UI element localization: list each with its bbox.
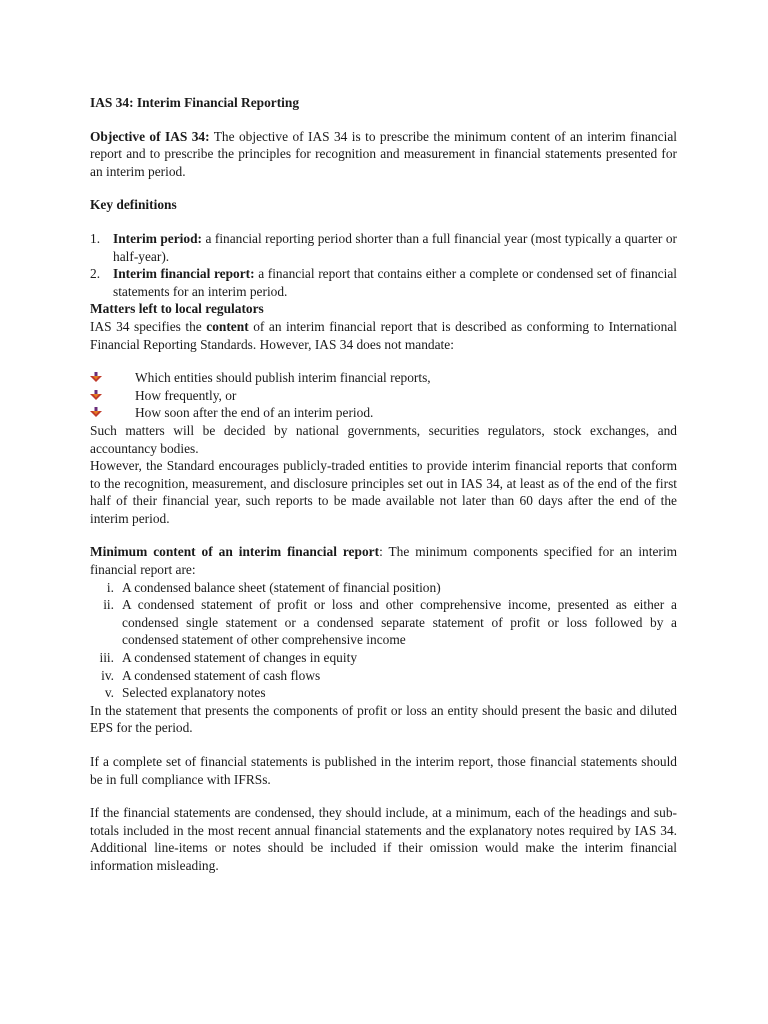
list-number: i. bbox=[106, 579, 114, 595]
list-item-text: Selected explanatory notes bbox=[122, 685, 266, 701]
list-item bbox=[90, 579, 677, 597]
list-number: iv. bbox=[101, 667, 114, 683]
mandate-bullets bbox=[90, 369, 677, 422]
definition-text: a financial reporting period shorter than a full financial year (most typically a quarter or half-year). bbox=[113, 230, 677, 264]
eps-paragraph: In the statement that presents the components of profit or loss an entity should present the basic and diluted EPS for the period. bbox=[90, 702, 677, 736]
list-item bbox=[90, 387, 677, 405]
list-item bbox=[90, 596, 677, 649]
document-page bbox=[90, 94, 677, 875]
minimum-content-intro: Minimum content of an interim financial report: The minimum components specified for an interim financial report are: bbox=[90, 544, 677, 578]
condensed-paragraph: If the financial statements are condensed, they should include, at a minimum, each of the headings and sub-totals included in the most recent annual financial statements and the explanatory notes required by IAS 34. Additional line-items or notes should be included if their omission would make the interim financial information misleading. bbox=[90, 805, 677, 873]
list-item bbox=[90, 404, 677, 422]
list-item-text: A condensed statement of profit or loss and other comprehensive income, presented as either a condensed single statement or a condensed separate statement of profit or loss followed by a condensed statement of other comprehensive income bbox=[122, 597, 677, 648]
list-number: 2. bbox=[90, 266, 101, 282]
list-number: 1. bbox=[90, 230, 101, 246]
list-item bbox=[90, 684, 677, 702]
bullet-text: How frequently, or bbox=[135, 387, 237, 403]
list-item bbox=[90, 649, 677, 667]
regulators-paragraph: Such matters will be decided by national governments, securities regulators, stock exchanges, and accountancy bodies. bbox=[90, 422, 677, 456]
definition-term: Interim period: bbox=[113, 230, 202, 246]
local-regulators-heading: Matters left to local regulators bbox=[90, 301, 264, 317]
list-number: ii. bbox=[103, 597, 114, 613]
minimum-content-label: Minimum content of an interim financial report bbox=[90, 544, 380, 560]
document-title: IAS 34: Interim Financial Reporting bbox=[90, 95, 300, 110]
list-item-text: A condensed statement of cash flows bbox=[122, 667, 321, 683]
key-definitions-heading: Key definitions bbox=[90, 197, 177, 213]
list-number: iii. bbox=[99, 650, 114, 666]
list-item bbox=[90, 369, 677, 387]
objective-label: Objective of IAS 34: bbox=[90, 128, 210, 144]
arrow-bullet-icon bbox=[90, 369, 135, 387]
list-item-text: A condensed statement of changes in equity bbox=[122, 650, 358, 666]
definition-term: Interim financial report: bbox=[113, 266, 255, 282]
objective-paragraph bbox=[90, 128, 677, 181]
list-item bbox=[90, 230, 677, 265]
objective-text: The objective of IAS 34 is to prescribe the minimum content of an interim financial report and to prescribe the principles for recognition and measurement in financial statements presented for an interim period. bbox=[90, 128, 677, 179]
list-item bbox=[90, 667, 677, 685]
definition-text: a financial report that contains either a complete or condensed set of financial statements for an interim period. bbox=[113, 266, 677, 299]
encourages-paragraph: However, the Standard encourages publicly-traded entities to provide interim financial reports that conform to the recognition, measurement, and disclosure principles set out in IAS 34, at least as of the end of the first half of their financial year, such reports to be made available not later than 60 days after the end of the interim period. bbox=[90, 458, 677, 526]
bullet-text: Which entities should publish interim financial reports, bbox=[135, 370, 431, 386]
arrow-bullet-icon bbox=[90, 387, 135, 405]
list-item-text: A condensed balance sheet (statement of financial position) bbox=[122, 579, 441, 595]
complete-set-paragraph: If a complete set of financial statements is published in the interim report, those financial statements should be in full compliance with IFRSs. bbox=[90, 754, 677, 787]
bullet-text: How soon after the end of an interim period. bbox=[135, 405, 374, 421]
definitions-list bbox=[90, 230, 677, 300]
minimum-content-list bbox=[90, 579, 677, 702]
arrow-bullet-icon bbox=[90, 404, 135, 422]
local-regulators-intro: IAS 34 specifies the content of an interim financial report that is described as conforming to International Financial Reporting Standards. However, IAS 34 does not mandate: bbox=[90, 318, 677, 352]
list-number: v. bbox=[104, 685, 114, 701]
list-item bbox=[90, 265, 677, 300]
